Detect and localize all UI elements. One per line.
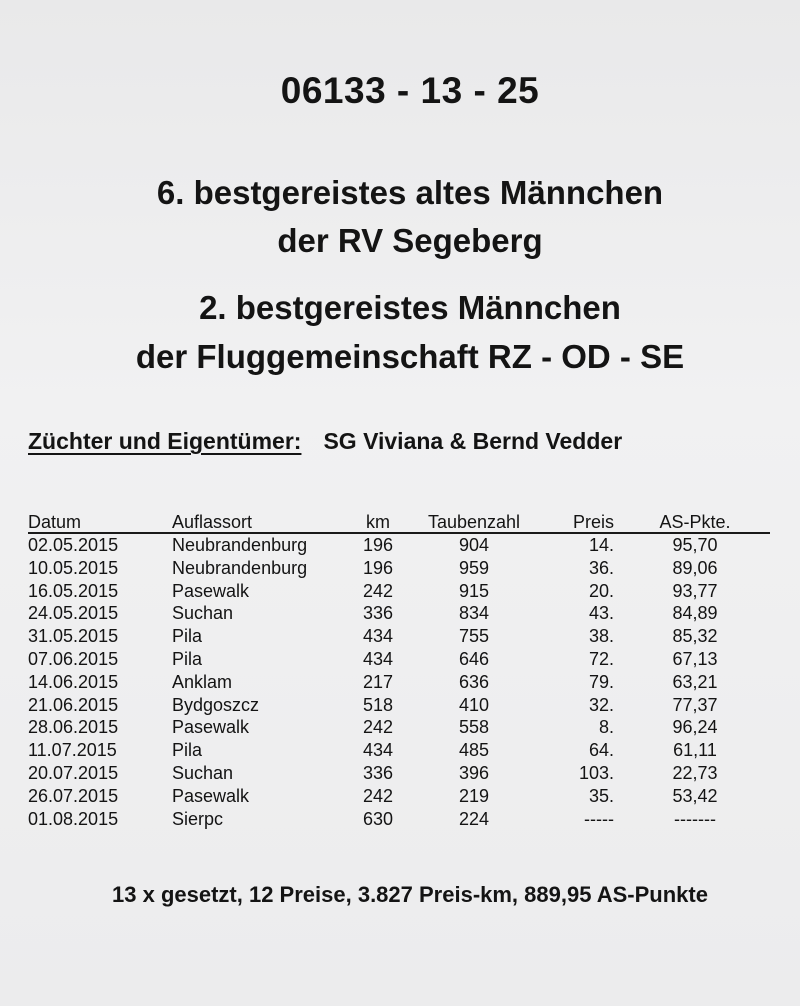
cell-date: 16.05.2015 [28,580,119,601]
cell-km: 434 [362,740,394,761]
cell-date: 01.08.2015 [28,808,119,829]
header-datum: Datum [28,512,172,533]
cell-location: Neubrandenburg [172,557,308,578]
cell-km: 242 [362,580,394,601]
table-row [28,739,770,762]
header-as-pkte: AS-Pkte. [620,512,770,533]
cell-as-points: ------- [674,808,716,829]
table-row [28,648,770,671]
cell-prize: 43. [588,603,614,624]
header-km: km [342,512,414,533]
cell-as-points: 67,13 [672,648,718,669]
cell-as-points: 85,32 [672,626,718,647]
table-row [28,762,770,785]
cell-pigeon-count: 646 [458,648,490,669]
table-row [28,602,770,625]
cell-as-points: 61,11 [673,740,717,761]
cell-location: Bydgoszcz [172,694,260,715]
cell-location: Suchan [172,603,234,624]
owner-line [28,428,622,455]
table-row [28,580,770,603]
header-preis: Preis [534,512,620,533]
cell-location: Pasewalk [172,785,250,806]
award-heading-2-line-2: der Fluggemeinschaft RZ - OD - SE [135,338,685,375]
table-row [28,785,770,808]
owner-value: SG Viviana & Bernd Vedder [323,428,623,454]
cell-location: Sierpc [172,808,224,829]
table-row [28,694,770,717]
cell-date: 10.05.2015 [28,557,119,578]
cell-location: Neubrandenburg [172,535,308,555]
cell-km: 217 [362,671,394,692]
cell-km: 630 [362,808,394,829]
ring-number: 06133 - 13 - 25 [280,70,540,111]
award-heading-1-line-1: 6. bestgereistes altes Männchen [156,174,664,211]
cell-as-points: 22,73 [672,762,718,783]
cell-km: 242 [362,785,394,806]
cell-prize: 36. [588,557,614,578]
cell-date: 21.06.2015 [28,694,119,715]
cell-prize: 20. [588,580,614,601]
cell-pigeon-count: 755 [458,626,490,647]
season-summary: 13 x gesetzt, 12 Preise, 3.827 Preis-km, 889,95 AS-Punkte [112,882,708,907]
cell-prize: 35. [588,785,614,806]
cell-prize: 38. [588,626,614,647]
cell-prize: 64. [588,740,614,761]
table-row [28,533,770,557]
cell-as-points: 89,06 [672,557,718,578]
cell-location: Pila [172,626,203,647]
cell-pigeon-count: 410 [458,694,490,715]
cell-km: 196 [362,557,394,578]
cell-date: 02.05.2015 [28,535,119,555]
cell-date: 24.05.2015 [28,603,119,624]
cell-pigeon-count: 636 [458,671,490,692]
cell-as-points: 93,77 [672,580,718,601]
table-row [28,716,770,739]
cell-km: 434 [362,626,394,647]
results-table [28,512,770,830]
cell-pigeon-count: 904 [458,535,490,555]
cell-as-points: 84,89 [672,603,718,624]
cell-pigeon-count: 834 [458,603,490,624]
cell-location: Suchan [172,762,234,783]
cell-pigeon-count: 224 [458,808,490,829]
cell-prize: 8. [598,717,614,738]
cell-prize: 14. [588,535,614,555]
cell-date: 14.06.2015 [28,671,119,692]
cell-location: Pila [172,648,203,669]
cell-date: 20.07.2015 [28,762,119,783]
cell-as-points: 53,42 [672,785,718,806]
table-row [28,557,770,580]
table-header-row [28,512,770,533]
cell-location: Pila [172,740,203,761]
cell-date: 07.06.2015 [28,648,119,669]
header-auflassort: Auflassort [172,512,342,533]
cell-prize: 79. [588,671,614,692]
table-row [28,808,770,831]
cell-km: 518 [362,694,394,715]
cell-location: Anklam [172,671,233,692]
cell-as-points: 77,37 [672,694,718,715]
cell-km: 336 [362,762,394,783]
cell-location: Pasewalk [172,580,250,601]
table-row [28,671,770,694]
cell-date: 31.05.2015 [28,626,119,647]
cell-prize: 72. [588,648,614,669]
cell-date: 11.07.2015 [28,740,117,761]
cell-prize: ----- [584,808,614,829]
cell-as-points: 95,70 [672,535,718,555]
header-taubenzahl: Taubenzahl [414,512,534,533]
cell-pigeon-count: 915 [458,580,490,601]
cell-pigeon-count: 219 [458,785,490,806]
cell-pigeon-count: 558 [458,717,490,738]
cell-pigeon-count: 959 [458,557,490,578]
cell-date: 26.07.2015 [28,785,119,806]
cell-prize: 32. [588,694,614,715]
cell-date: 28.06.2015 [28,717,119,738]
cell-km: 336 [362,603,394,624]
cell-as-points: 63,21 [672,671,718,692]
cell-km: 242 [362,717,394,738]
award-heading-1-line-2: der RV Segeberg [277,222,543,259]
cell-pigeon-count: 485 [458,740,490,761]
cell-as-points: 96,24 [672,717,718,738]
owner-label: Züchter und Eigentümer: [28,428,302,454]
award-heading-2-line-1: 2. bestgereistes Männchen [199,289,621,326]
table-row [28,625,770,648]
cell-km: 196 [362,535,394,555]
cell-location: Pasewalk [172,717,250,738]
cell-prize: 103. [578,762,614,783]
cell-km: 434 [362,648,394,669]
cell-pigeon-count: 396 [458,762,490,783]
